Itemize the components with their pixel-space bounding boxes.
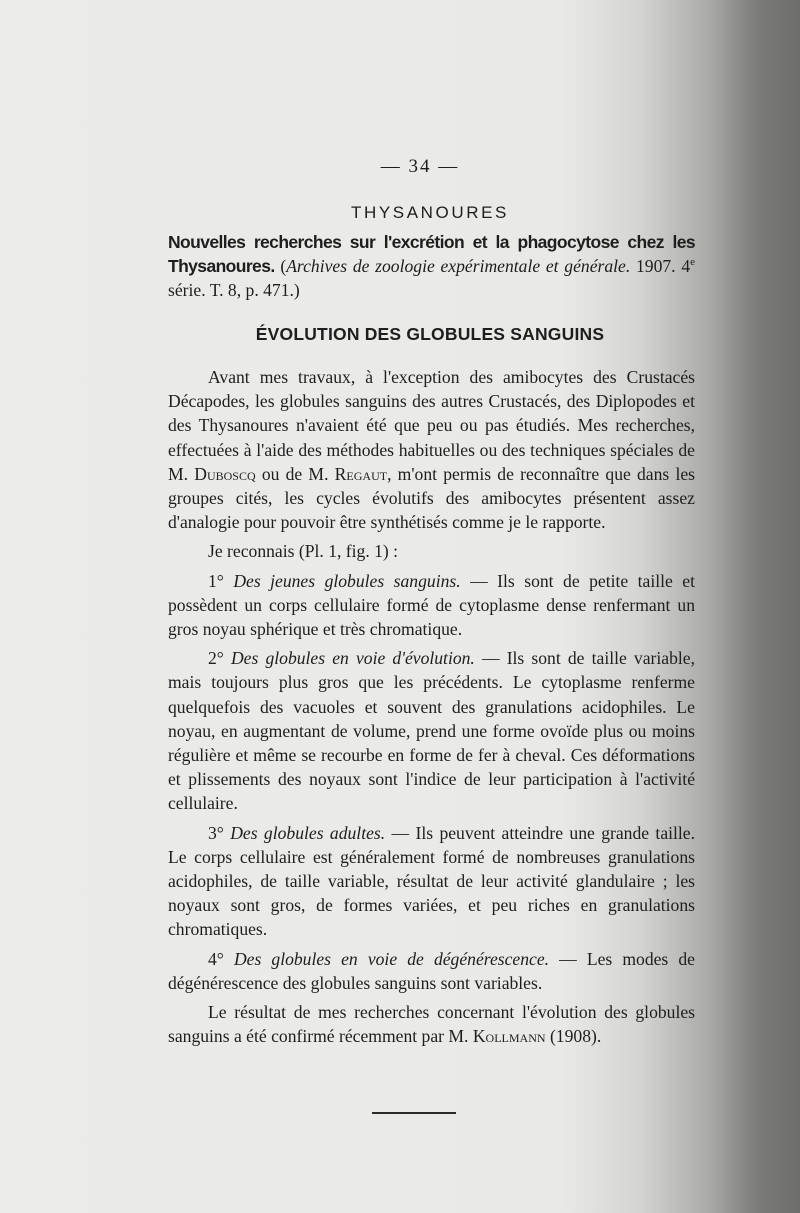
item-3-number: 3° [208, 822, 231, 843]
paragraph-reconnais: Je reconnais (Pl. 1, fig. 1) : [208, 541, 399, 562]
item-2-title: Des globules en voie d'évolution. [230, 648, 475, 669]
bibliography-journal: Archives de zoologie expérimentale et générale. [286, 256, 631, 277]
bibliography-entry [168, 230, 695, 303]
item-4-title: Des globules en voie de dégénérescence. [233, 948, 550, 969]
item-1-number: 1° [208, 570, 234, 591]
paragraph-intro [168, 365, 695, 534]
paragraph-intro-text-b: ou de M. [255, 463, 335, 484]
paragraph-intro-text-c: , m'ont permis de reconnaître que dans les groupes cités, les cycles évolutifs des amibocytes présentent assez d'analogie pour pouvoir être synthétisés comme je le rapporte. [168, 463, 695, 533]
item-3-text: — Ils peuvent atteindre une grande taille. Le corps cellulaire est généralement formé de nombreuses granulations acidophiles, de taille variable, résultat de leur activité glandulaire ; les noyaux sont gros, de formes variées, et peu riches en granulations chromatiques. [168, 822, 696, 940]
item-3-title: Des globules adultes. [230, 822, 386, 843]
paragraph-intro-text-a: Avant mes travaux, à l'exception des amibocytes des Crustacés Décapodes, les globules sanguins des autres Crustacés, des Diplopodes et des Thysanoures n'avaient été que peu ou pas étudiés. Mes recherches, effectuées à l'aide des méthodes habituelles ou des techniques spéciales de M. [168, 367, 695, 484]
bibliography-journal-open: ( [280, 256, 287, 277]
paragraph-item-2 [168, 646, 695, 815]
section-title: THYSANOURES [350, 203, 509, 222]
bibliography-series-number: 4 [681, 256, 691, 277]
paragraph-item-3 [168, 821, 695, 942]
paragraph-item-1 [168, 569, 695, 642]
item-4-number: 4° [208, 948, 234, 969]
chapter-heading: ÉVOLUTION DES GLOBULES SANGUINS [255, 324, 605, 344]
paragraph-conclusion-text-b: (1908). [545, 1026, 602, 1047]
paragraph-conclusion [168, 1000, 695, 1048]
item-2-number: 2° [208, 648, 231, 669]
closing-rule [372, 1112, 456, 1114]
page-number: — 34 — [380, 156, 460, 177]
bibliography-series-sup: e [690, 256, 696, 269]
author-name-duboscq: Duboscq [194, 463, 256, 484]
item-2-text: — Ils sont de taille variable, mais toujours plus gros que les précédents. Le cytoplasme renferme quelquefois des vacuoles et souvent des granulations acidophiles. Le noyau, en augmentant de volume, prend une forme ovoïde plus ou moins régulière et même se recourbe en forme de fer à cheval. Ces déformations et plissements des noyaux sont l'indice de leur participation à l'activité cellulaire. [168, 648, 695, 814]
item-1-text: — Ils sont de petite taille et possèdent un corps cellulaire formé de cytoplasme dense renfermant un gros noyau sphérique et très chromatique. [168, 570, 695, 640]
paragraph-conclusion-text-a: Le résultat de mes recherches concernant l'évolution des globules sanguins a été confirmé récemment par M. [168, 1002, 695, 1047]
bibliography-title: Nouvelles recherches sur l'excrétion et la phagocytose chez les Thysanoures. [168, 232, 695, 277]
author-name-kollmann: Kollmann [472, 1026, 546, 1047]
item-1-title: Des jeunes globules sanguins. [233, 570, 461, 591]
body-text [168, 365, 695, 1048]
item-4-text: — Les modes de dégénérescence des globules sanguins sont variables. [168, 948, 695, 993]
bibliography-series: série. T. 8, p. 471.) [168, 280, 300, 301]
paragraph-item-4 [168, 947, 695, 995]
author-name-regaut: Regaut [334, 463, 388, 484]
bibliography-year: 1907. [630, 256, 676, 277]
